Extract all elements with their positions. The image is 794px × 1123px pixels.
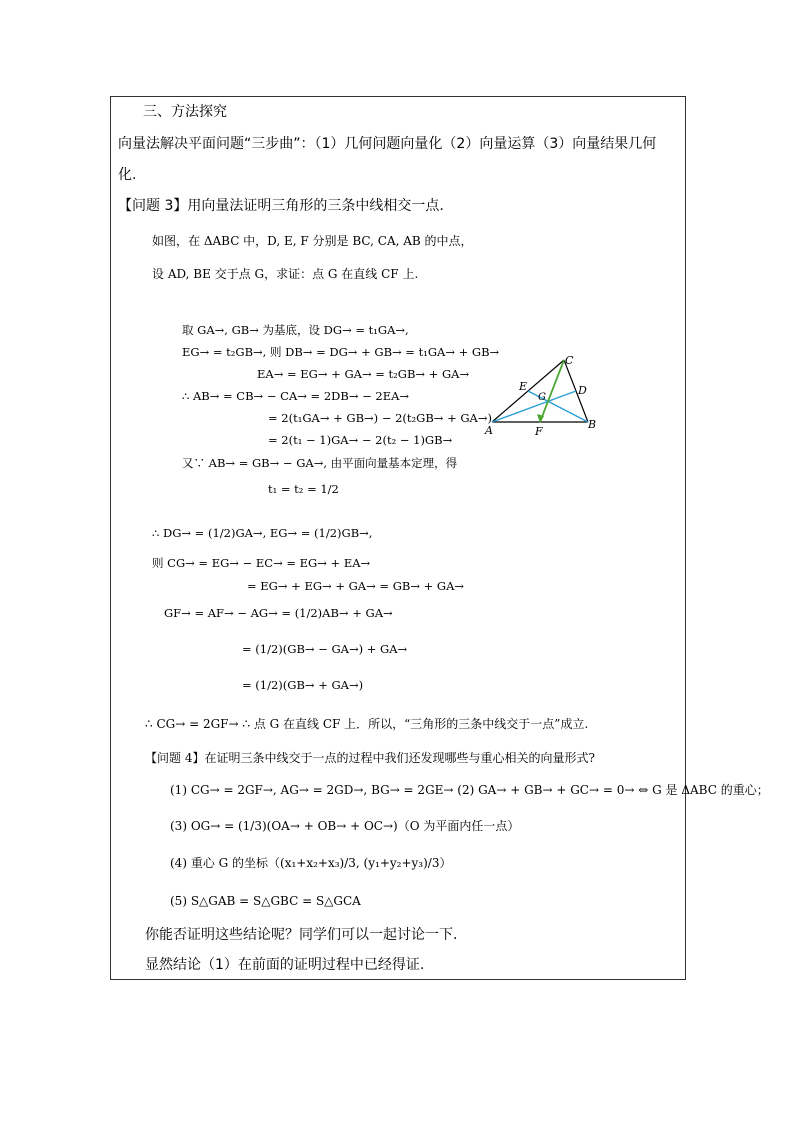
label-f: F [535,425,543,438]
proof-conclusion: ∴ CG→ = 2GF→ ∴ 点 G 在直线 CF 上．所以，“三角形的三条中线交于一点”成立. [145,717,589,731]
median-ad [492,391,576,422]
label-d: D [578,384,587,397]
proof-line-6: = 2(t₁ − 1)GA→ − 2(t₂ − 1)GB→ [268,433,453,447]
proof-line-13: = (1/2)(GB→ − GA→) + GA→ [242,642,408,656]
proof-line-1: 取 GA→, GB→ 为基底，设 DG→ = t₁GA→, [182,323,409,337]
problem3-given-2: 设 AD, BE 交于点 G，求证：点 G 在直线 CF 上. [152,267,419,281]
problem4-item-4: (5) S△GAB = S△GBC = S△GCA [170,894,361,908]
problem4-item-1: (1) CG→ = 2GF→, AG→ = 2GD→, BG→ = 2GE→ (2) GA→ + GB→ + GC→ = 0→ ⇔ G 是 ΔABC 的重心； [170,783,769,797]
label-c: C [565,354,574,367]
intro-line-2: 化. [118,167,137,183]
proof-line-11: = EG→ + EG→ + GA→ = GB→ + GA→ [247,579,465,593]
proof-line-10: 则 CG→ = EG→ − EC→ = EG→ + EA→ [152,556,371,570]
median-cf [540,360,564,422]
proof-line-9: ∴ DG→ = (1/2)GA→, EG→ = (1/2)GB→, [152,526,373,540]
proof-line-14: = (1/2)(GB→ + GA→) [242,678,364,692]
proof-line-7: 又∵ AB→ = GB→ − GA→, 由平面向量基本定理，得 [182,456,458,470]
problem3-heading: 【问题 3】用向量法证明三角形的三条中线相交一点. [118,198,444,214]
label-g: G [538,392,546,403]
proof-line-5: = 2(t₁GA→ + GB→) − 2(t₂GB→ + GA→) [268,411,492,425]
closing-answer: 显然结论（1）在前面的证明过程中已经得证. [145,957,425,973]
label-e: E [519,380,528,393]
proof-line-8: t₁ = t₂ = 1/2 [268,482,339,496]
problem4-item-2: (3) OG→ = (1/3)(OA→ + OB→ + OC→)（O 为平面内任一点） [170,819,520,833]
intro-line-1: 向量法解决平面问题“三步曲”：（1）几何问题向量化（2）向量运算（3）向量结果几何 [118,136,657,152]
problem4-item-3: (4) 重心 G 的坐标（(x₁+x₂+x₃)/3, (y₁+y₂+y₃)/3） [170,856,452,870]
label-b: B [588,418,597,431]
triangle-figure [480,352,600,438]
proof-line-2: EG→ = t₂GB→, 则 DB→ = DG→ + GB→ = t₁GA→ + GB→ [182,345,500,359]
proof-line-12: GF→ = AF→ − AG→ = (1/2)AB→ + GA→ [164,606,393,620]
closing-question: 你能否证明这些结论呢？同学们可以一起讨论一下. [145,927,458,943]
label-a: A [485,424,493,437]
problem3-given-1: 如图，在 ΔABC 中，D, E, F 分别是 BC, CA, AB 的中点， [152,234,473,248]
proof-line-4: ∴ AB→ = CB→ − CA→ = 2DB→ − 2EA→ [182,389,410,403]
problem4-heading: 【问题 4】在证明三条中线交于一点的过程中我们还发现哪些与重心相关的向量形式? [145,751,595,765]
proof-line-3: EA→ = EG→ + GA→ = t₂GB→ + GA→ [257,367,470,381]
section-title: 三、方法探究 [143,104,227,120]
